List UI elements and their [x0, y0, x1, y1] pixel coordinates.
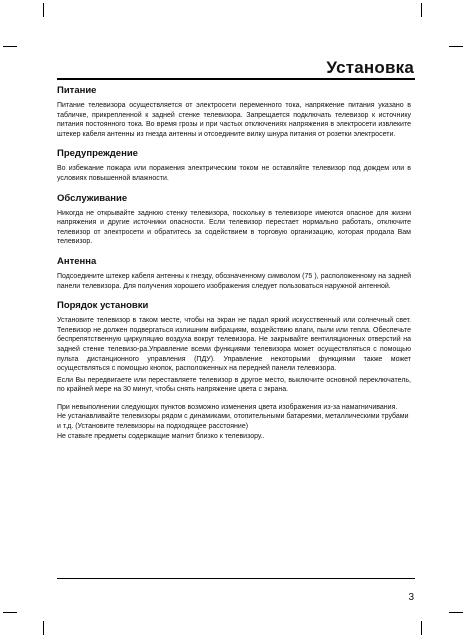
crop-mark-top-left-h: [3, 46, 17, 47]
section-warning: [57, 148, 411, 183]
section-heading: Питание: [57, 85, 97, 96]
section-text: Во избежание пожара или поражения электрическим током не оставляйте телевизор под дождем или в условиях повышенной влажности.: [57, 165, 413, 182]
crop-mark-bottom-left-v: [43, 621, 44, 635]
footer-rule: [57, 578, 415, 579]
installation-paragraph-2: Если Вы передвигаете или переставляете телевизор в другое место, выключите основной переключатель, по крайней мере на 30 минут, чтобы снять напряжение цвета с экрана.: [57, 376, 413, 394]
installation-notes: При невыполнении следующих пунктов возможно изменения цвета изображения из-за намагничивания. Не устанавливайте телевизоры рядом с динамиками, отопительными батареями, металлическими трубами и т.д. (Установите телевизоры на подходящее расстояние) Не ставьте предметы содержащие магнит близко к телевизору..: [57, 403, 409, 440]
title-rule: [57, 78, 415, 80]
section-heading: Предупреждение: [57, 148, 138, 160]
crop-mark-top-right-h: [449, 46, 463, 47]
page-title: Установка: [326, 58, 414, 77]
section-text: Подсоедините штекер кабеля антенны к гнезду, обозначенному символом (75 ), расположенному на задней панели телевизора. Для получения хорошего изображения следует пользоваться наружной антенной.: [57, 272, 413, 290]
section-antenna: [57, 256, 411, 291]
section-heading: Антенна: [57, 255, 97, 267]
page-content: [57, 85, 411, 450]
section-power: [57, 85, 411, 139]
page-number: 3: [408, 592, 414, 603]
crop-mark-bottom-right-h: [449, 612, 463, 613]
section-heading: Порядок установки: [57, 300, 149, 312]
crop-mark-bottom-right-v: [421, 621, 422, 635]
crop-mark-top-right-v: [421, 3, 422, 17]
section-text: Питание телевизора осуществляется от электросети переменного тока, напряжение питания указано в табличке, прикрепленной к задней стенке телевизора. Запрещается подключать телевизор к источнику питания постоянного тока. Во время грозы и при частых отключениях напряжения в электросети извлеките штекер кабеля антенны из гнезда антенны и отсоедините вилку шнура питания от розетки электросети.: [57, 102, 413, 138]
crop-mark-bottom-left-h: [3, 612, 17, 613]
crop-mark-top-left-v: [43, 3, 44, 17]
section-installation: [57, 300, 411, 441]
section-heading: Обслуживание: [57, 192, 128, 204]
section-text: Никогда не открывайте заднюю стенку телевизора, поскольку в телевизоре имеются опасное для жизни напряжения и другие источники опасности. Если телевизор перестает нормально работать, отключите телевизор от электросети и обратитесь за содействием в торговую организацию, которая продала Вам телевизор.: [57, 209, 413, 246]
section-service: [57, 193, 411, 247]
installation-paragraph-1: Установите телевизор в таком месте, чтобы на экран не падал яркий искусственный или солнечный свет. Телевизор не должен подвергаться излишним вибрациям, воздействию влаги, пыли или тепла. Обеспечьте беспрепятственную циркуляцию воздуха вокруг телевизора. Не закрывайте вентиляционных отверстий на задней стенке телевизо-ра.Управление всеми функциями телевизора может осуществляться с помощью пульта дистанционного управления (ПДУ). Управление некоторыми функциями также может осуществляться с помощью кнопок, расположенных на передней панели телевизора.: [57, 317, 413, 373]
